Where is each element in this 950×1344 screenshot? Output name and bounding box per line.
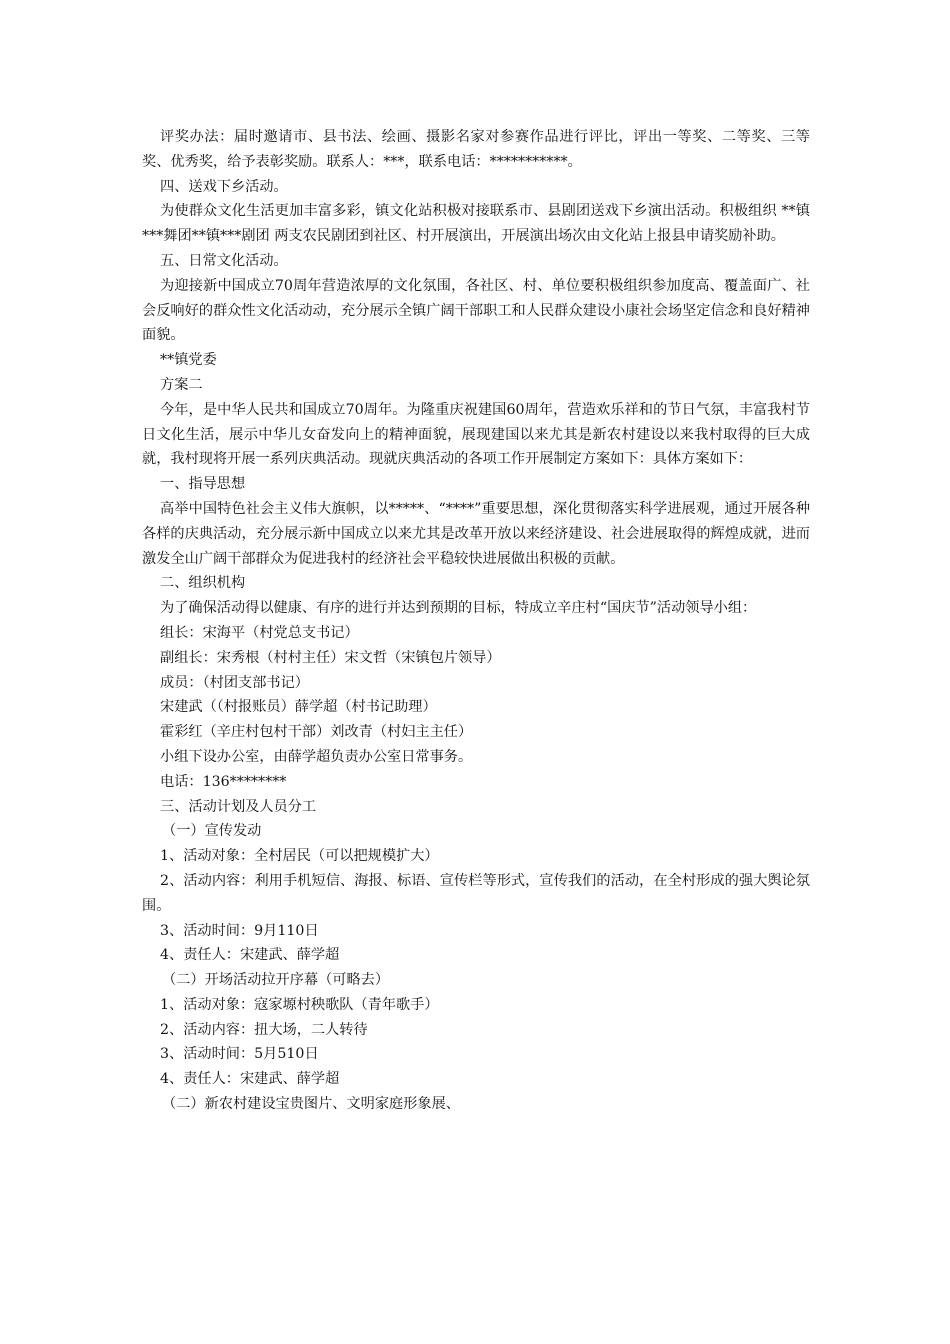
heading-exhibition: （二）新农村建设宝贵图片、文明家庭形象展、 [162, 1096, 460, 1113]
line-member-song-xue: 宋建武（（村报账员）薛学超（村书记助理） [160, 699, 437, 716]
signature-party-committee: **镇党委 [160, 352, 217, 369]
line-publicity-target: 1、活动对象：全村居民（可以把规模扩大） [160, 848, 439, 865]
paragraph-opera-to-village: 为使群众文化生活更加丰富多彩，镇文化站积极对接联系市、县剧团送戏下乡演出活动。积极组织 **镇***舞团**镇***剧团 两支农民剧团到社区、村开展演出，开展演出场次由文化站上报县申请奖励补助。 [142, 203, 810, 245]
heading-opening: （二）开场活动拉开序幕（可略去） [162, 972, 390, 989]
line-opening-owner: 4、责任人：宋建武、薛学超 [160, 1071, 340, 1088]
line-opening-time: 3、活动时间：5月510日 [160, 1046, 319, 1063]
paragraph-daily-culture: 为迎接新中国成立70周年营造浓厚的文化氛围，各社区、村、单位要积极组织参加度高、覆盖面广、社会反响好的群众性文化活动动，充分展示全镇广阔干部职工和人民群众建设小康社会场坚定信念和良好精神面貌。 [142, 277, 810, 344]
line-opening-content: 2、活动内容：扭大场，二人转待 [160, 1021, 368, 1038]
heading-plan-two: 方案二 [160, 376, 203, 393]
line-office: 小组下设办公室，由薛学超负责办公室日常事务。 [160, 748, 473, 765]
line-publicity-time: 3、活动时间：9月110日 [160, 922, 319, 939]
heading-daily-culture: 五、日常文化活动。 [160, 252, 288, 269]
line-deputy-leader: 副组长：宋秀根（村村主任）宋文哲（宋镇包片领导） [160, 649, 501, 666]
paragraph-award-method: 评奖办法：届时邀请市、县书法、绘画、摄影名家对参赛作品进行评比，评出一等奖、二等奖、三等奖、优秀奖，给予表彰奖励。联系人：***，联系电话：***********。 [142, 129, 810, 170]
line-group-leader: 组长：宋海平（村党总支书记） [160, 624, 359, 641]
line-members: 成员：（村团支部书记） [160, 674, 309, 691]
heading-activity-plan: 三、活动计划及人员分工 [160, 798, 317, 815]
line-member-huo-liu: 霍彩红（辛庄村包村干部）刘改青（村妇主主任） [160, 724, 473, 741]
line-opening-target: 1、活动对象：寇家塬村秧歌队（青年歌手） [160, 996, 439, 1013]
heading-organization: 二、组织机构 [160, 575, 246, 592]
document-body [142, 125, 810, 1117]
heading-publicity: （一）宣传发动 [162, 823, 262, 840]
line-phone: 电话：136******** [160, 773, 287, 790]
paragraph-organization: 为了确保活动得以健康、有序的进行并达到预期的目标，特成立辛庄村“国庆节”活动领导小组： [160, 600, 757, 617]
paragraph-guiding-ideology: 高举中国特色社会主义伟大旗帜，以*****、“****”重要思想，深化贯彻落实科学进展观，通过开展各种各样的庆典活动，充分展示新中国成立以来尤其是改革开放以来经济建设、社会进展取得的辉煌成就，进而激发全山广阔干部群众为促进我村的经济社会平稳较快进展做出积极的贡献。 [142, 500, 810, 567]
heading-opera-to-village: 四、送戏下乡活动。 [160, 178, 288, 195]
line-publicity-owner: 4、责任人：宋建武、薛学超 [160, 947, 340, 964]
heading-guiding-ideology: 一、指导思想 [160, 476, 246, 493]
paragraph-plan-two-intro: 今年，是中华人民共和国成立70周年。为隆重庆祝建国60周年，营造欢乐祥和的节日气氛，丰富我村节日文化生活，展示中华儿女奋发向上的精神面貌，展现建国以来尤其是新农村建设以来我村取得的巨大成就，我村现将开展一系列庆典活动。现就庆典活动的各项工作开展制定方案如下：具体方案如下： [142, 401, 810, 468]
line-publicity-content: 2、活动内容：利用手机短信、海报、标语、宣传栏等形式，宣传我们的活动，在全村形成的强大舆论氛围。 [142, 872, 810, 914]
